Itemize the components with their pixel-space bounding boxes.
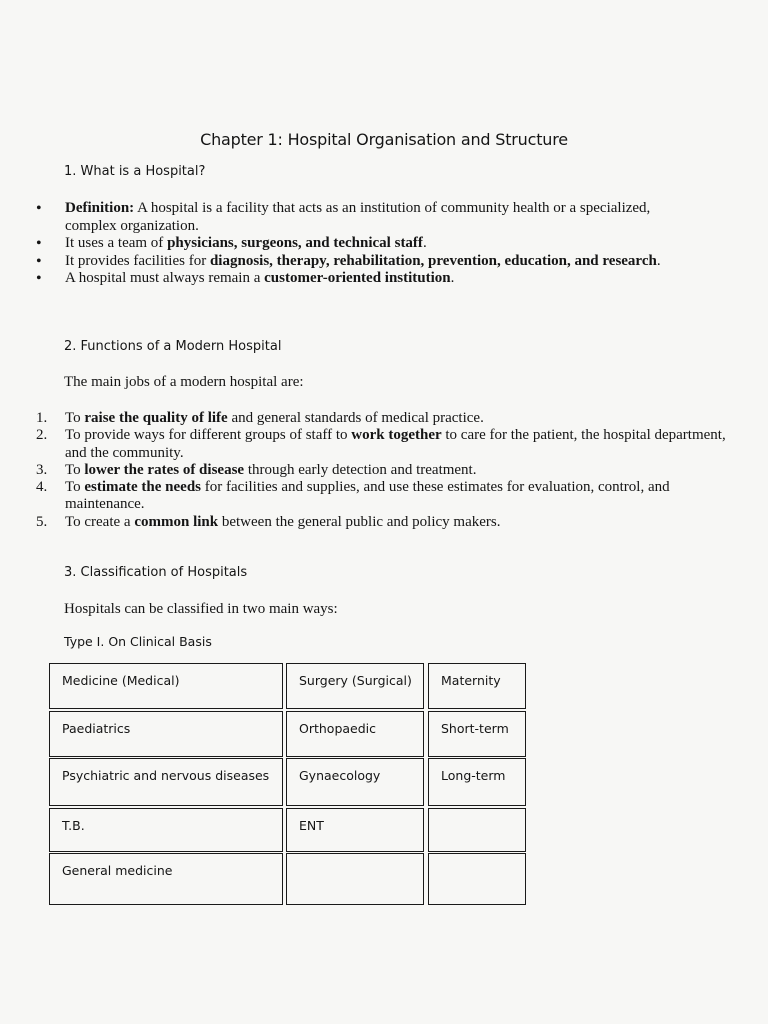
table-cell <box>286 853 424 905</box>
section-3-intro: Hospitals can be classified in two main ways: <box>64 601 338 617</box>
chapter-title: Chapter 1: Hospital Organisation and Structure <box>200 130 568 149</box>
table-cell: Medicine (Medical) <box>49 663 283 709</box>
function-item <box>36 479 736 514</box>
text-run: for facilities and supplies, and use these estimates for evaluation, control, and maintenance. <box>65 479 670 513</box>
table-cell: T.B. <box>49 808 283 852</box>
function-item <box>36 514 736 531</box>
text-run: To <box>65 410 85 426</box>
text-run: . <box>422 235 427 251</box>
table-cell: Gynaecology <box>286 758 424 806</box>
text-run: It uses a team of <box>65 235 168 251</box>
function-item <box>36 462 736 479</box>
table-cell <box>428 853 526 905</box>
item-number: 4. <box>36 479 48 496</box>
text-run: It provides facilities for <box>65 252 210 269</box>
table-cell: Surgery (Surgical) <box>286 663 424 709</box>
bullet-item <box>36 253 696 271</box>
bold-text: diagnosis, therapy, rehabilitation, prevention, education, and research <box>209 252 657 269</box>
table-cell: Psychiatric and nervous diseases <box>49 758 283 806</box>
table-cell: ENT <box>286 808 424 852</box>
item-number: 1. <box>36 410 48 426</box>
bold-text: raise the quality of life <box>84 410 228 426</box>
function-item <box>36 410 736 427</box>
text-run: To provide ways for different groups of staff to <box>65 427 352 444</box>
table-cell: General medicine <box>49 853 283 905</box>
item-number: 2. <box>36 427 48 444</box>
bold-text: lower the rates of disease <box>84 461 245 478</box>
functions-list <box>36 410 736 531</box>
text-run: To <box>65 479 85 496</box>
table-cell: Maternity <box>428 663 526 709</box>
bold-text: Definition: <box>65 200 135 216</box>
function-item <box>36 427 736 462</box>
bold-text: customer-oriented institution <box>264 270 451 286</box>
item-number: 3. <box>36 461 48 478</box>
bullet-item <box>36 200 696 235</box>
text-run: . <box>656 252 661 269</box>
type-1-label: Type I. On Clinical Basis <box>64 634 212 649</box>
bold-text: work together <box>351 427 442 444</box>
section-3-heading: 3. Classification of Hospitals <box>64 565 248 580</box>
section-2-intro: The main jobs of a modern hospital are: <box>64 374 304 390</box>
text-run: . <box>450 270 455 286</box>
table-cell <box>428 808 526 852</box>
text-run: to care for the patient, the hospital department, and the community. <box>65 427 726 461</box>
text-run: through early detection and treatment. <box>244 461 477 478</box>
text-run: between the general public and policy makers. <box>218 513 501 530</box>
bold-text: physicians, surgeons, and technical staff <box>167 235 423 251</box>
section-1-heading: 1. What is a Hospital? <box>64 164 206 179</box>
bold-text: common link <box>134 513 219 530</box>
text-run: A hospital is a facility that acts as an institution of community health or a specialized, complex organization. <box>65 200 651 234</box>
item-number: 5. <box>36 513 48 530</box>
bullet-item <box>36 235 696 253</box>
definition-bullet-list <box>36 200 696 288</box>
table-cell: Paediatrics <box>49 711 283 757</box>
text-run: To create a <box>65 513 135 530</box>
table-cell: Orthopaedic <box>286 711 424 757</box>
table-cell: Short-term <box>428 711 526 757</box>
text-run: and general standards of medical practice. <box>227 410 484 426</box>
text-run: To <box>65 461 85 478</box>
bold-text: estimate the needs <box>84 479 202 496</box>
text-run: A hospital must always remain a <box>65 270 265 286</box>
section-2-heading: 2. Functions of a Modern Hospital <box>64 339 282 354</box>
table-cell: Long-term <box>428 758 526 806</box>
bullet-item <box>36 270 696 288</box>
